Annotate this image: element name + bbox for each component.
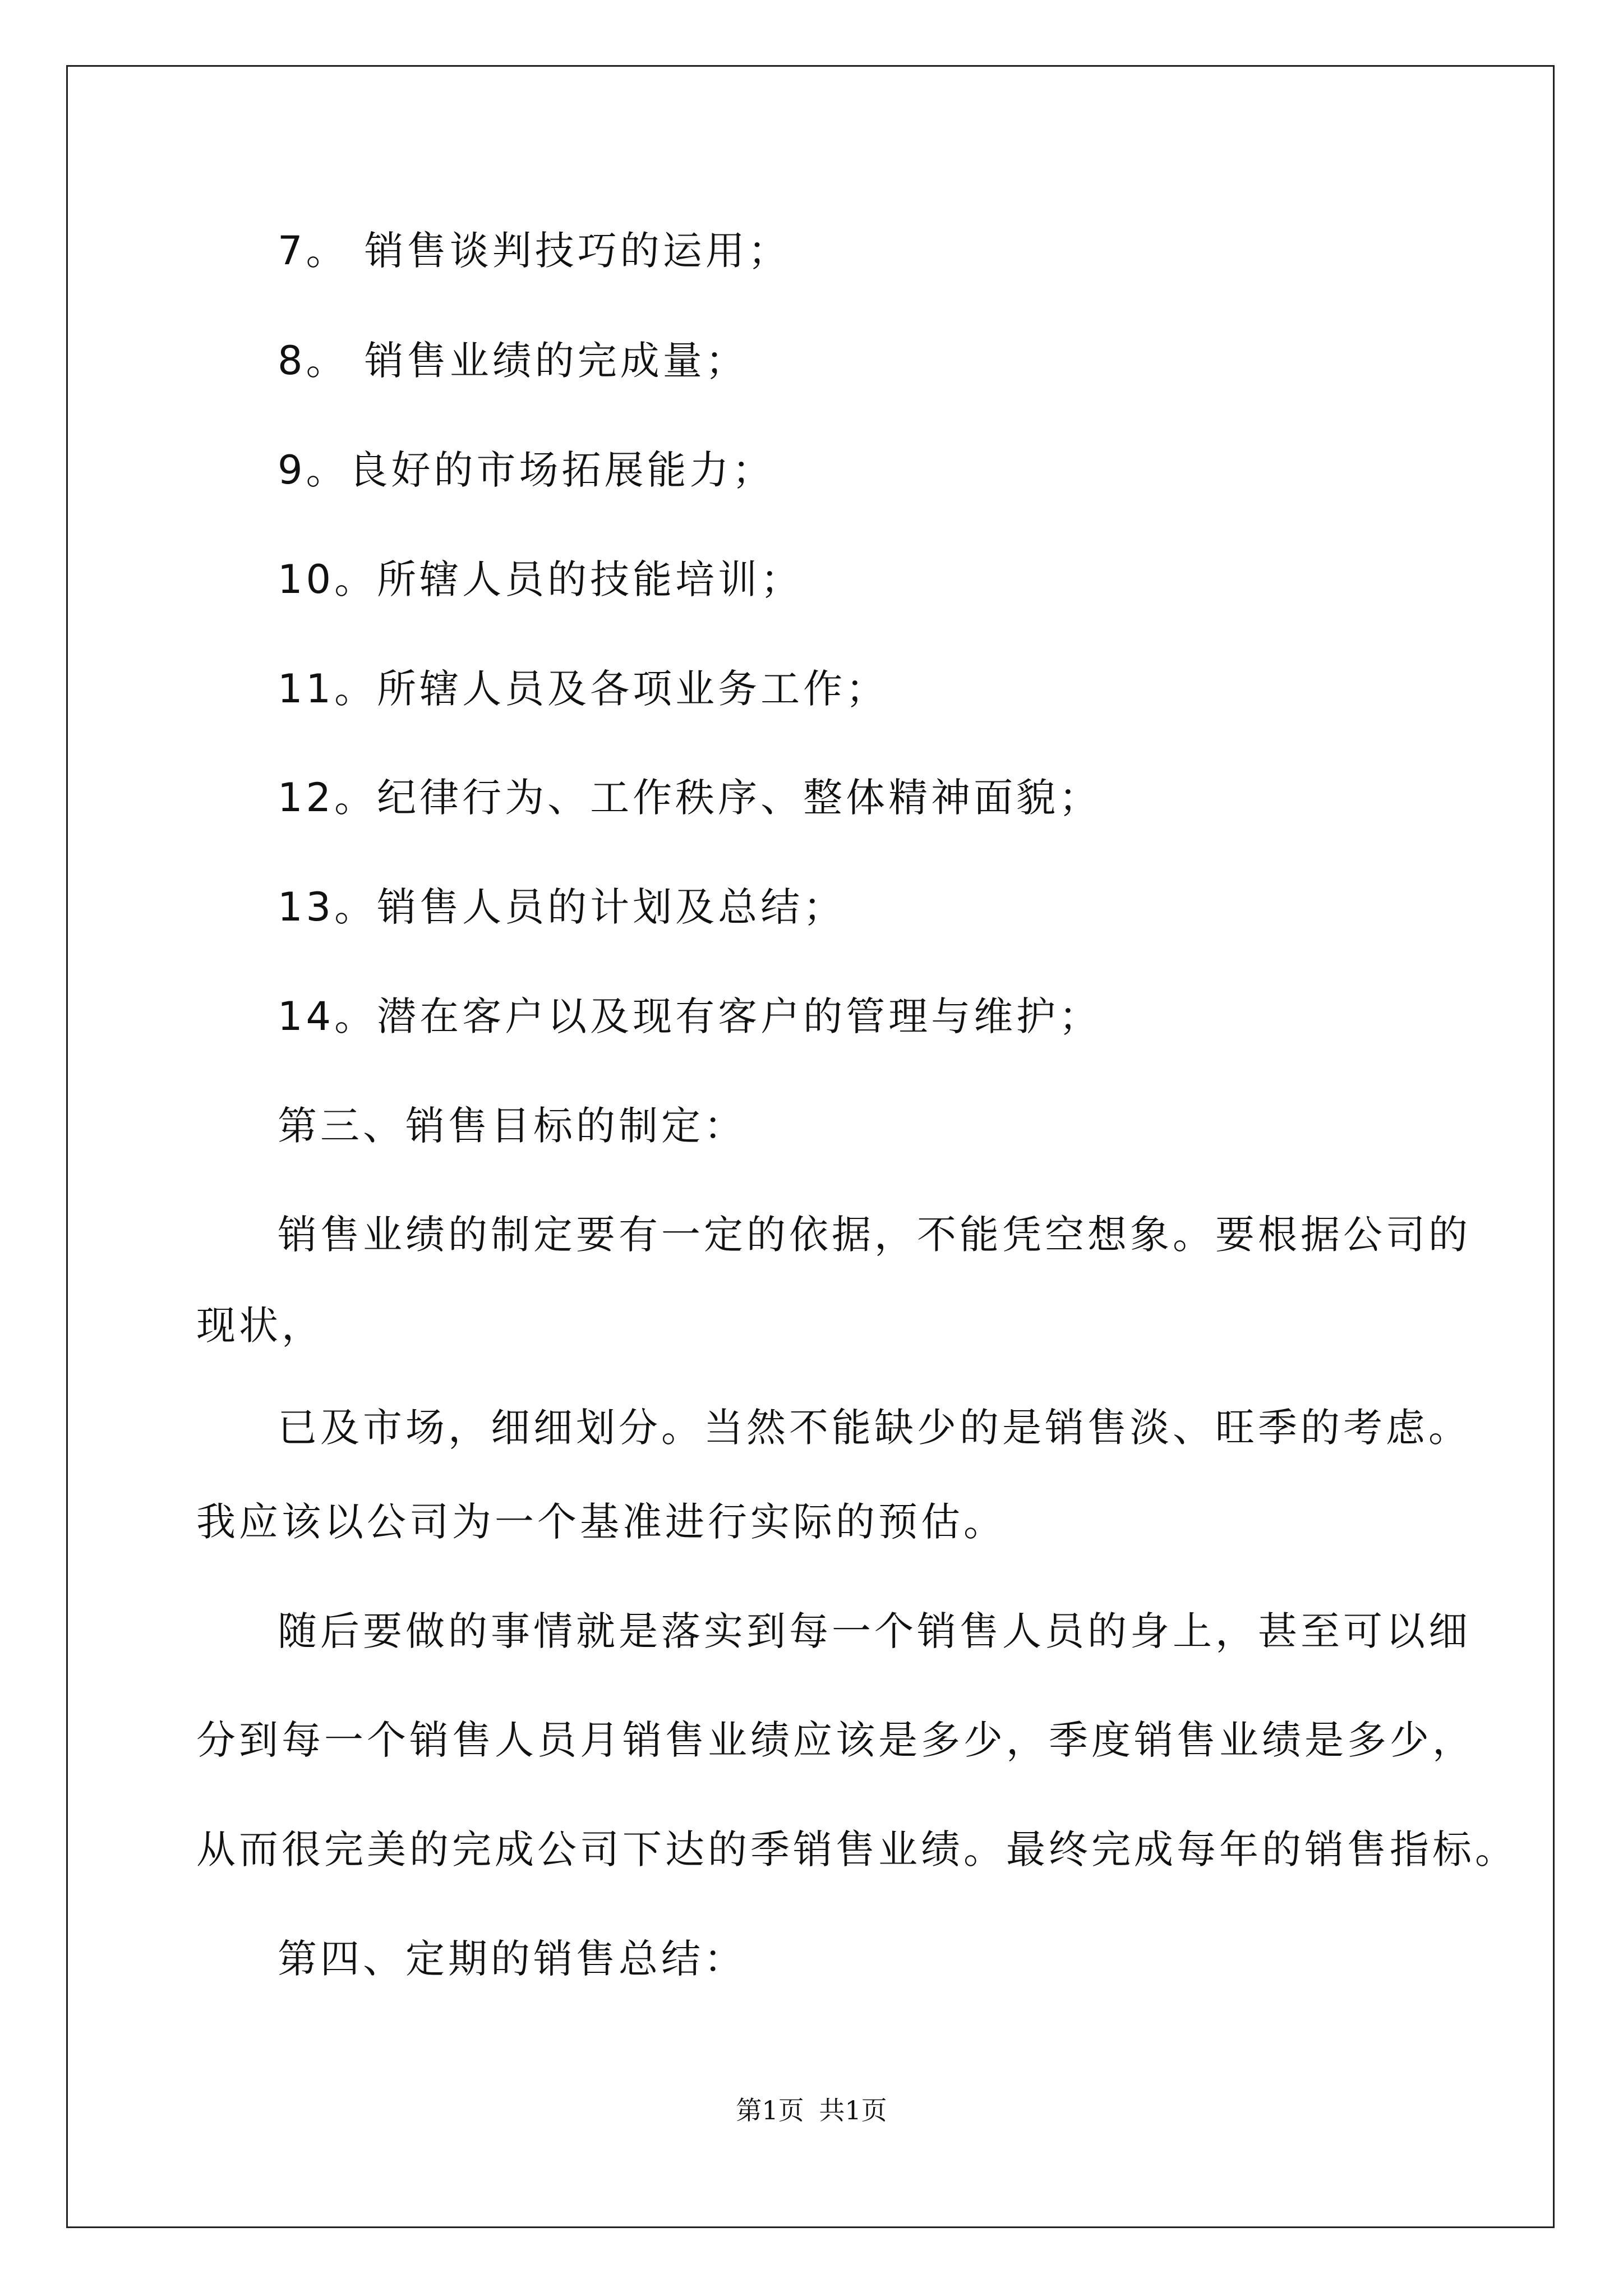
text-line: 我应该以公司为一个基准进行实际的预估。 <box>196 1499 1006 1545</box>
page-footer <box>0 2093 1623 2127</box>
text-line: 从而很完美的完成公司下达的季销售业绩。最终完成每年的销售指标。 <box>196 1826 1518 1872</box>
text-line: 10。所辖人员的技能培训； <box>278 556 804 602</box>
text-line: 8。 销售业绩的完成量； <box>278 338 748 384</box>
text-line: 14。潜在客户以及现有客户的管理与维护； <box>278 993 1102 1039</box>
text-line: 13。销售人员的计划及总结； <box>278 884 846 930</box>
text-line: 9。良好的市场拓展能力； <box>278 447 775 493</box>
text-line: 12。纪律行为、工作秩序、整体精神面貌； <box>278 775 1102 821</box>
text-line: 随后要做的事情就是落实到每一个销售人员的身上，甚至可以细 <box>278 1608 1471 1654</box>
current-page: 第1页 <box>736 2095 804 2125</box>
text-line: 11。所辖人员及各项业务工作； <box>278 666 889 712</box>
text-line: 已及市场，细细划分。当然不能缺少的是销售淡、旺季的考虑。 <box>278 1405 1471 1451</box>
text-line: 7。 销售谈判技巧的运用； <box>278 228 791 274</box>
section-heading: 第三、销售目标的制定： <box>278 1103 746 1149</box>
text-line: 现状， <box>196 1303 324 1349</box>
text-line: 分到每一个销售人员月销售业绩应该是多少，季度销售业绩是多少， <box>196 1717 1475 1763</box>
section-heading: 第四、定期的销售总结： <box>278 1936 746 1982</box>
total-pages: 共1页 <box>819 2095 887 2125</box>
text-line: 销售业绩的制定要有一定的依据，不能凭空想象。要根据公司的 <box>278 1212 1471 1258</box>
